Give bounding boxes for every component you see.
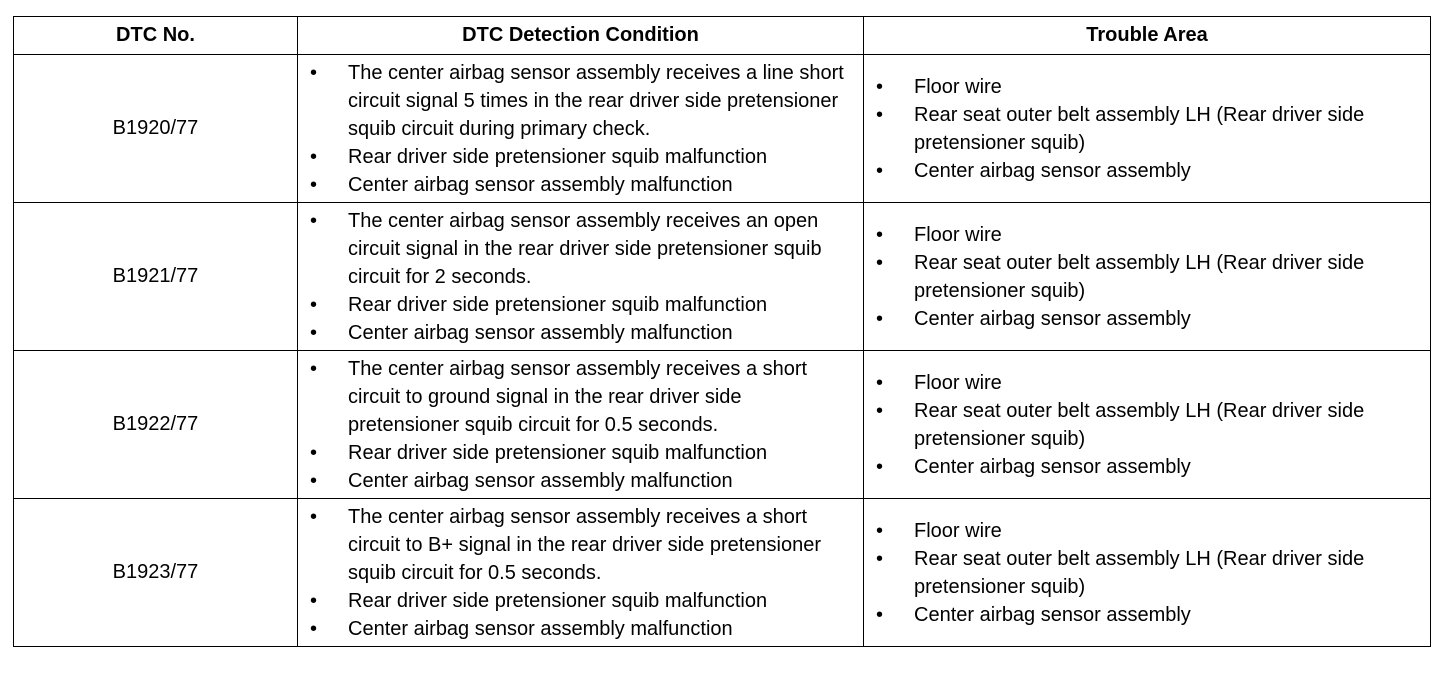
condition-item [298, 503, 863, 587]
trouble-area-item [864, 453, 1430, 481]
condition-item [298, 467, 863, 495]
trouble-area-item-text: Rear seat outer belt assembly LH (Rear driver side pretensioner squib) [914, 103, 1365, 154]
detection-condition-cell-list [298, 59, 863, 199]
trouble-area-item [864, 397, 1430, 453]
trouble-area-cell [864, 203, 1431, 351]
trouble-area-cell [864, 499, 1431, 647]
trouble-area-item-text: Center airbag sensor assembly [914, 603, 1191, 626]
bullet-marker: • [310, 61, 318, 84]
condition-item [298, 291, 863, 319]
trouble-area-cell [864, 55, 1431, 203]
bullet-marker: • [876, 159, 884, 182]
condition-item-text: Center airbag sensor assembly malfunction [348, 617, 733, 640]
condition-item [298, 59, 863, 143]
trouble-area-item-text: Center airbag sensor assembly [914, 307, 1191, 330]
condition-item-text: The center airbag sensor assembly receives a line short circuit signal 5 times in the rear driver side pretensioner squib circuit during primary check. [348, 61, 844, 140]
detection-condition-cell-list [298, 355, 863, 495]
trouble-area-item [864, 305, 1430, 333]
bullet-marker: • [310, 321, 318, 344]
condition-item-text: Center airbag sensor assembly malfunction [348, 469, 733, 492]
condition-item-text: Rear driver side pretensioner squib malfunction [348, 589, 768, 612]
condition-item [298, 319, 863, 347]
dtc-table [13, 16, 1431, 647]
dtc-code-cell: B1923/77 [14, 499, 298, 647]
bullet-marker: • [310, 617, 318, 640]
trouble-area-cell [864, 351, 1431, 499]
trouble-area-item [864, 517, 1430, 545]
trouble-area-item-text: Rear seat outer belt assembly LH (Rear driver side pretensioner squib) [914, 251, 1365, 302]
bullet-marker: • [310, 469, 318, 492]
condition-item [298, 615, 863, 643]
condition-item-text: The center airbag sensor assembly receives an open circuit signal in the rear driver side pretensioner squib circuit for 2 seconds. [348, 209, 822, 288]
bullet-marker: • [876, 251, 884, 274]
bullet-marker: • [310, 589, 318, 612]
trouble-area-cell-list [864, 221, 1430, 333]
bullet-marker: • [310, 293, 318, 316]
condition-item [298, 143, 863, 171]
trouble-area-item [864, 221, 1430, 249]
bullet-marker: • [310, 145, 318, 168]
trouble-area-cell-list [864, 73, 1430, 185]
bullet-marker: • [876, 519, 884, 542]
trouble-area-item [864, 157, 1430, 185]
header-dtc-no: DTC No. [14, 17, 298, 55]
condition-item-text: Center airbag sensor assembly malfunction [348, 321, 733, 344]
condition-item-text: Rear driver side pretensioner squib malfunction [348, 293, 768, 316]
detection-condition-cell [298, 351, 864, 499]
condition-item [298, 171, 863, 199]
bullet-marker: • [876, 455, 884, 478]
trouble-area-item-text: Floor wire [914, 519, 1002, 542]
trouble-area-item-text: Floor wire [914, 223, 1002, 246]
condition-item-text: The center airbag sensor assembly receives a short circuit to B+ signal in the rear driver side pretensioner squib circuit for 0.5 seconds. [348, 505, 822, 584]
trouble-area-item-text: Floor wire [914, 75, 1002, 98]
bullet-marker: • [876, 75, 884, 98]
bullet-marker: • [876, 399, 884, 422]
condition-item-text: Center airbag sensor assembly malfunction [348, 173, 733, 196]
dtc-code-cell: B1922/77 [14, 351, 298, 499]
table-row [14, 203, 1431, 351]
trouble-area-item-text: Floor wire [914, 371, 1002, 394]
condition-item [298, 587, 863, 615]
trouble-area-item-text: Rear seat outer belt assembly LH (Rear driver side pretensioner squib) [914, 399, 1365, 450]
trouble-area-item [864, 601, 1430, 629]
bullet-marker: • [310, 173, 318, 196]
dtc-code-cell: B1921/77 [14, 203, 298, 351]
bullet-marker: • [876, 371, 884, 394]
header-detection-condition: DTC Detection Condition [298, 17, 864, 55]
table-row [14, 351, 1431, 499]
table-row [14, 55, 1431, 203]
dtc-code-cell: B1920/77 [14, 55, 298, 203]
bullet-marker: • [876, 547, 884, 570]
bullet-marker: • [310, 209, 318, 232]
detection-condition-cell [298, 203, 864, 351]
condition-item [298, 355, 863, 439]
header-trouble-area: Trouble Area [864, 17, 1431, 55]
bullet-marker: • [876, 223, 884, 246]
trouble-area-cell-list [864, 517, 1430, 629]
trouble-area-item-text: Rear seat outer belt assembly LH (Rear driver side pretensioner squib) [914, 547, 1365, 598]
trouble-area-cell-list [864, 369, 1430, 481]
detection-condition-cell [298, 499, 864, 647]
table-body [14, 55, 1431, 647]
bullet-marker: • [310, 357, 318, 380]
condition-item [298, 207, 863, 291]
trouble-area-item [864, 73, 1430, 101]
trouble-area-item-text: Center airbag sensor assembly [914, 159, 1191, 182]
detection-condition-cell-list [298, 207, 863, 347]
trouble-area-item [864, 101, 1430, 157]
bullet-marker: • [310, 505, 318, 528]
detection-condition-cell-list [298, 503, 863, 643]
condition-item-text: Rear driver side pretensioner squib malfunction [348, 441, 768, 464]
bullet-marker: • [876, 603, 884, 626]
trouble-area-item [864, 369, 1430, 397]
table-header-row [14, 17, 1431, 55]
bullet-marker: • [876, 307, 884, 330]
trouble-area-item-text: Center airbag sensor assembly [914, 455, 1191, 478]
condition-item-text: Rear driver side pretensioner squib malfunction [348, 145, 768, 168]
condition-item [298, 439, 863, 467]
trouble-area-item [864, 545, 1430, 601]
detection-condition-cell [298, 55, 864, 203]
bullet-marker: • [876, 103, 884, 126]
condition-item-text: The center airbag sensor assembly receives a short circuit to ground signal in the rear driver side pretensioner squib circuit for 0.5 seconds. [348, 357, 808, 436]
bullet-marker: • [310, 441, 318, 464]
trouble-area-item [864, 249, 1430, 305]
table-row [14, 499, 1431, 647]
